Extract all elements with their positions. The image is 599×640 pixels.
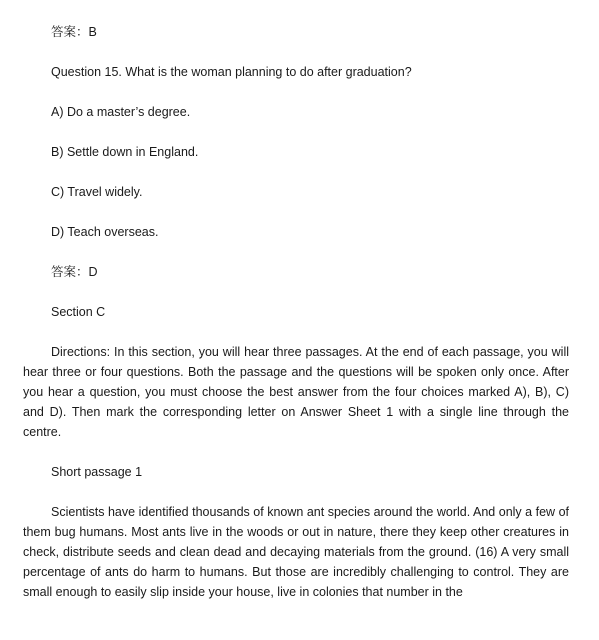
- question-15-option-d: D) Teach overseas.: [51, 225, 159, 239]
- question-15-option-b: B) Settle down in England.: [51, 145, 199, 159]
- question-15-option-c: C) Travel widely.: [51, 185, 143, 199]
- answer-line-14: 答案：B: [51, 25, 97, 39]
- answer-line-15: 答案：D: [51, 265, 98, 279]
- question-15-stem: Question 15. What is the woman planning to do after graduation?: [51, 65, 412, 79]
- section-heading: Section C: [51, 305, 106, 319]
- question-15-option-a: A) Do a master’s degree.: [51, 105, 191, 119]
- directions-paragraph: Directions: In this section, you will hear three passages. At the end of each passage, you will hear three or four questions. Both the passage and the questions will be spoken only once. After you hear a question, you must choose the best answer from the four choices marked A), B), C) and D). Then mark the corresponding letter on Answer Sheet 1 with a single line through the centre.: [23, 345, 569, 439]
- passage-paragraph: Scientists have identified thousands of known ant species around the world. And only a few of them bug humans. Most ants live in the woods or out in nature, there they keep other creatures in check, distribute seeds and clean dead and decaying materials from the ground. (16) A very small percentage of ants do harm to humans. But those are incredibly challenging to control. They are small enough to easily slip inside your house, live in colonies that number in the: [23, 505, 569, 599]
- passage-heading: Short passage 1: [51, 465, 143, 479]
